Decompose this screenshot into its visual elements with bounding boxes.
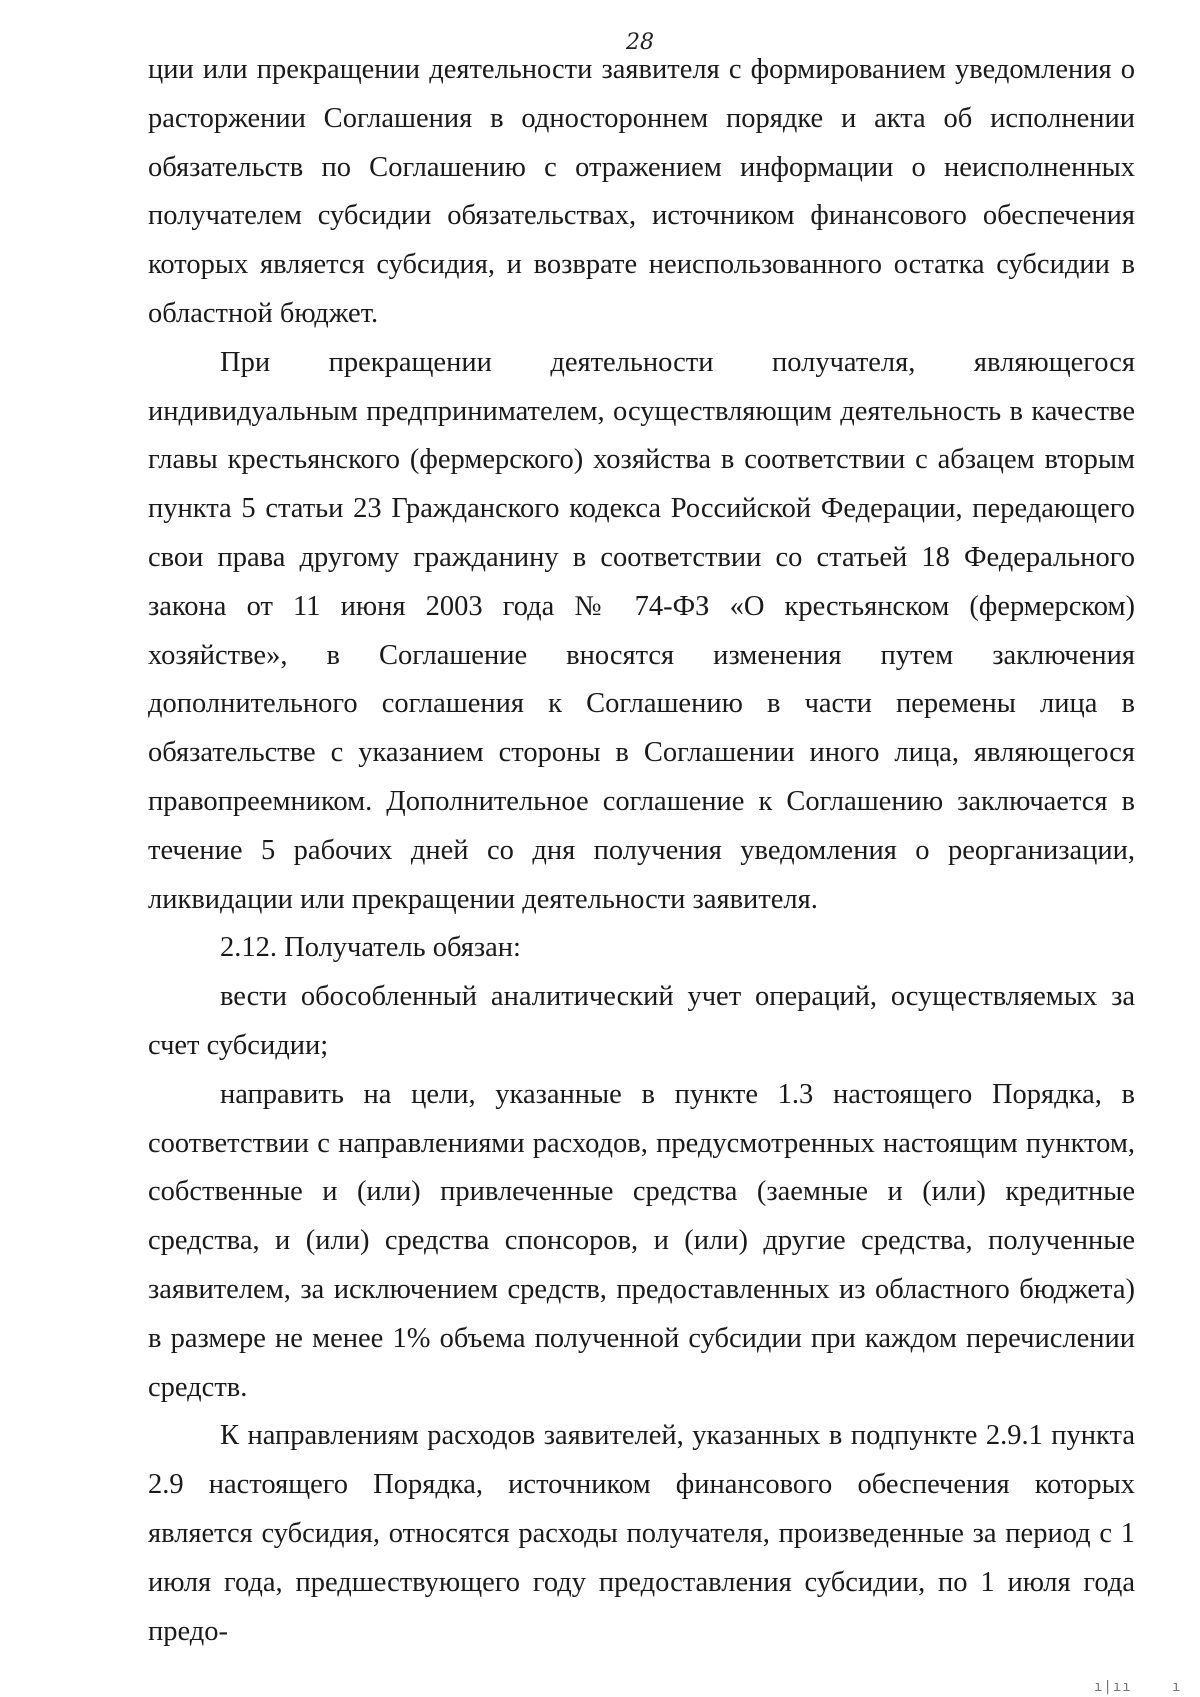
paragraph-continuation: ции или прекращении деятельности заявителя с формированием уведомления о расторжении Соглашения в одностороннем порядке и акта об исполнении обязательств по Соглашению с отражением информации о неисполненных получателем субсидии обязательствах, источником финансового обеспечения которых является субсидия, и возврате неиспользованного остатка субсидии в областной бюджет. [148, 54, 1135, 329]
paragraph-obligation-own-funds: направить на цели, указанные в пункте 1.3 настоящего Порядка, в соответствии с направлениями расходов, предусмотренных настоящим пунктом, собственные и (или) привлеченные средства (заемные и (или) кредитные средства, и (или) средства спонсоров, и (или) другие средства, полученные заявителем, за исключением средств, предоставленных из областного бюджета) в размере не менее 1% объема полученной субсидии при каждом перечислении средств. [148, 1078, 1135, 1403]
scan-artifact-mark: ı [1172, 1679, 1181, 1695]
paragraph-termination-of-activity: При прекращении деятельности получателя, являющегося индивидуальным предпринимателем, осуществляющим деятельность в качестве главы крестьянского (фермерского) хозяйства в соответствии с абзацем вторым пункта 5 статьи 23 Гражданского кодекса Российской Федерации, передающего свои права другому гражданину в соответствии со статьей 18 Федерального закона от 11 июня 2003 года № 74-ФЗ «О крестьянском (фермерском) хозяйстве», в Соглашение вносятся изменения путем заключения дополнительного соглашения к Соглашению в части перемены лица в обязательстве с указанием стороны в Соглашении иного лица, являющегося правопреемником. Дополнительное соглашение к Соглашению заключается в течение 5 рабочих дней со дня получения уведомления о реорганизации, ликвидации или прекращении деятельности заявителя. [148, 346, 1135, 915]
section-heading-2-12: 2.12. Получатель обязан: [220, 932, 521, 964]
page-number: 28 [626, 30, 654, 55]
paragraph-expense-directions: К направлениям расходов заявителей, указанных в подпункте 2.9.1 пункта 2.9 настоящего Порядка, источником финансового обеспечения которых является субсидия, относятся расходы получателя, произведенные за период с 1 июля года, предшествующего году предоставления субсидии, по 1 июля года предо- [148, 1420, 1135, 1647]
document-body [148, 46, 1135, 1656]
scan-artifact-marks: ı|ıı [1094, 1679, 1132, 1695]
paragraph-obligation-accounting: вести обособленный аналитический учет операций, осуществляемых за счет субсидии; [148, 981, 1135, 1061]
